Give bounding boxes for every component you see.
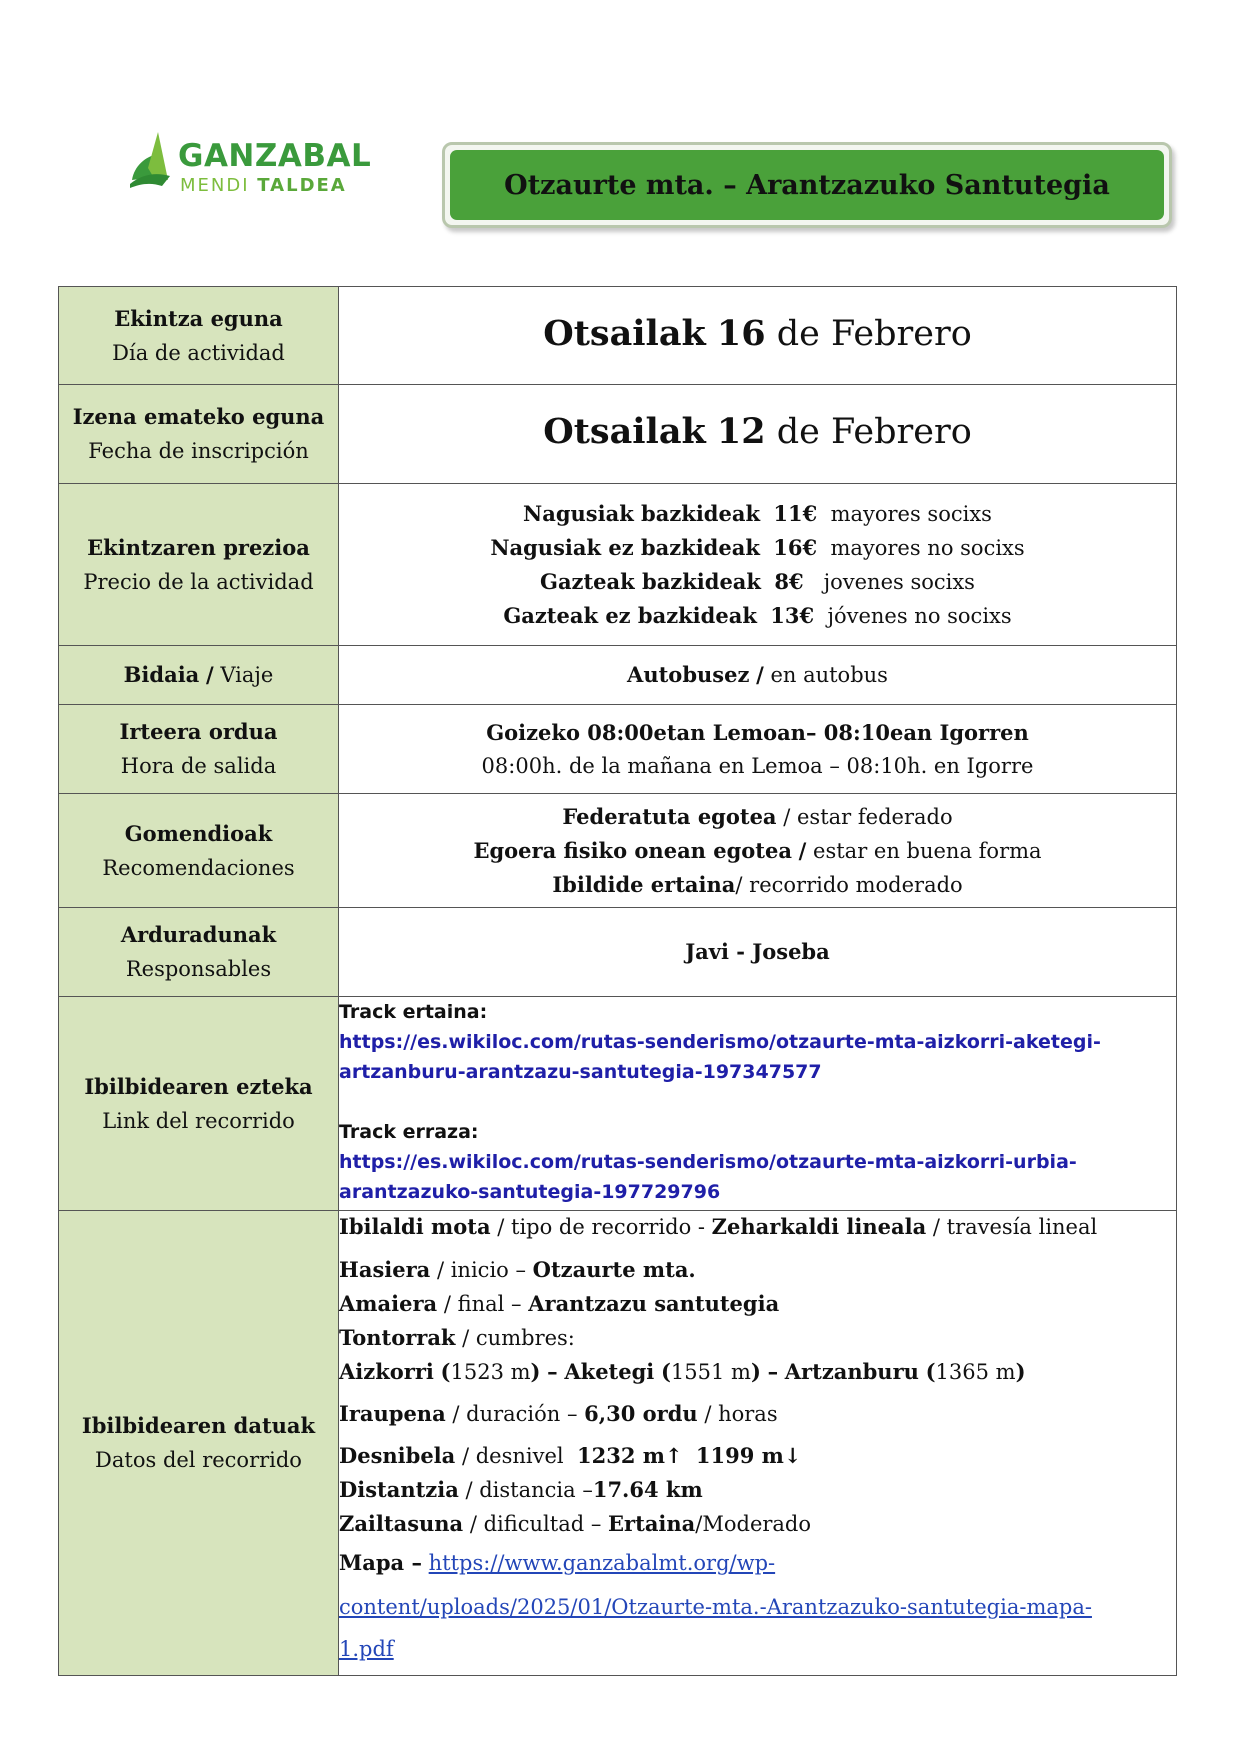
track1-link-cont[interactable]: artzanburu-arantzazu-santutegia-197347577 (339, 1061, 822, 1083)
mountain-logo-icon (128, 128, 180, 200)
label-price: Ekintzaren prezioa Precio de la actividad (59, 484, 339, 646)
value-route (339, 1211, 1177, 1676)
logo-subtitle: MENDI TALDEA (180, 175, 347, 196)
page-title: Otzaurte mta. – Arantzazuko Santutegia (450, 150, 1164, 220)
track2-label: Track erraza: (339, 1121, 479, 1143)
track2-link-cont[interactable]: arantzazuko-santutegia-197729796 (339, 1181, 721, 1203)
price-item: Gazteak ez bazkideak 13€ jóvenes no socixs (503, 602, 1012, 628)
label-responsibles: Arduradunak Responsables (59, 908, 339, 997)
value-departure: Goizeko 08:00etan Lemoan– 08:10ean Igorren 08:00h. de la mañana en Lemoa – 08:10h. en Igorre (339, 705, 1177, 794)
row-travel (59, 646, 1177, 705)
map-link-cont[interactable]: content/uploads/2025/01/Otzaurte-mta.-Arantzazuko-santutegia-mapa- (339, 1595, 1092, 1619)
route-peak-list: Aizkorri (1523 m) – Aketegi (1551 m) – Artzanburu (1365 m) (339, 1359, 1026, 1384)
label-registration: Izena emateko eguna Fecha de inscripción (59, 385, 339, 484)
label-travel: Bidaia / Viaje (59, 646, 339, 705)
club-logo (128, 128, 388, 202)
value-travel: Autobusez / en autobus (339, 646, 1177, 705)
row-recommendations (59, 794, 1177, 908)
row-link (59, 997, 1177, 1211)
row-responsibles (59, 908, 1177, 997)
row-route (59, 1211, 1177, 1676)
value-link (339, 997, 1177, 1211)
route-distance: Distantzia / distancia –17.64 km (339, 1477, 703, 1502)
track1-label: Track ertaina: (339, 1001, 488, 1023)
price-item: Nagusiak ez bazkideak 16€ mayores no socixs (490, 534, 1025, 560)
label-date: Ekintza eguna Día de actividad (59, 287, 339, 385)
label-link: Ibilbidearen ezteka Link del recorrido (59, 997, 339, 1211)
row-departure (59, 705, 1177, 794)
recommendation-item: Ibildide ertaina/ recorrido moderado (552, 871, 963, 897)
value-responsibles: Javi - Joseba (339, 908, 1177, 997)
track1-link[interactable]: https://es.wikiloc.com/rutas-senderismo/otzaurte-mta-aizkorri-aketegi- (339, 1031, 1101, 1053)
track2-link[interactable]: https://es.wikiloc.com/rutas-senderismo/otzaurte-mta-aizkorri-urbia- (339, 1151, 1077, 1173)
label-route: Ibilbidearen datuak Datos del recorrido (59, 1211, 339, 1676)
row-price (59, 484, 1177, 646)
route-end: Amaiera / final – Arantzazu santutegia (339, 1291, 780, 1316)
label-departure: Irteera ordua Hora de salida (59, 705, 339, 794)
route-type: Ibilaldi mota / tipo de recorrido - Zeharkaldi lineala / travesía lineal (339, 1214, 1098, 1239)
value-date: Otsailak 16 de Febrero (339, 287, 1177, 385)
logo-name: GANZABAL (178, 138, 372, 174)
label-recommendations: Gomendioak Recomendaciones (59, 794, 339, 908)
value-price (339, 484, 1177, 646)
recommendation-item: Federatuta egotea / estar federado (562, 803, 953, 829)
route-difficulty: Zailtasuna / dificultad – Ertaina/Moderado (339, 1511, 812, 1536)
value-recommendations (339, 794, 1177, 908)
activity-info-table (58, 286, 1177, 1676)
recommendation-item: Egoera fisiko onean egotea / estar en buena forma (473, 837, 1042, 863)
map-link[interactable]: https://www.ganzabalmt.org/wp- (428, 1551, 776, 1575)
route-duration: Iraupena / duración – 6,30 ordu / horas (339, 1401, 778, 1426)
route-map: Mapa – https://www.ganzabalmt.org/wp- (339, 1550, 776, 1575)
price-item: Nagusiak bazkideak 11€ mayores socixs (523, 500, 992, 526)
route-peaks: Tontorrak / cumbres: (339, 1325, 575, 1350)
map-link-end[interactable]: 1.pdf (339, 1637, 394, 1661)
row-date (59, 287, 1177, 385)
value-registration: Otsailak 12 de Febrero (339, 385, 1177, 484)
title-banner (442, 142, 1172, 228)
route-elevation: Desnibela / desnivel 1232 m↑ 1199 m↓ (339, 1443, 802, 1468)
route-start: Hasiera / inicio – Otzaurte mta. (339, 1257, 696, 1282)
price-item: Gazteak bazkideak 8€ jovenes socixs (540, 568, 975, 594)
row-registration (59, 385, 1177, 484)
